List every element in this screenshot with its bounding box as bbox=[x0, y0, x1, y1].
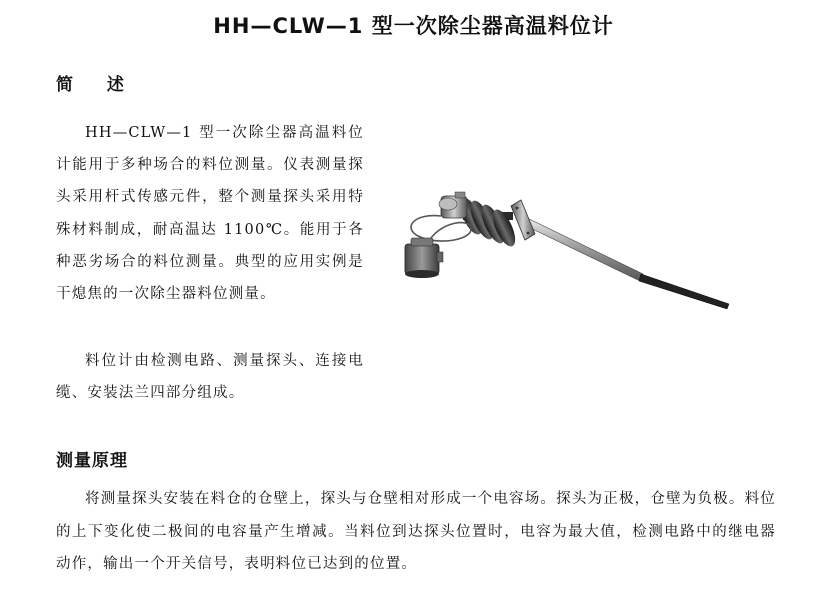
probe-head bbox=[439, 192, 467, 218]
document-title: HH—CLW—1 型一次除尘器高温料位计 bbox=[213, 14, 614, 38]
detector-junction-box bbox=[405, 238, 443, 278]
level-meter-product-photo bbox=[393, 178, 743, 318]
summary-paragraph-1: HH—CLW—1 型一次除尘器高温料位计能用于多种场合的料位测量。仪表测量探头采用杆式传感元件，整个测量探头采用特殊材料制成，耐高温达 1100℃。能用于各种恶劣场合的料位测量。典型的应用实例是干熄焦的一次除尘器料位测量。 bbox=[56, 125, 364, 303]
connection-cable bbox=[411, 216, 471, 241]
section-heading-principle: 测量原理 bbox=[56, 451, 128, 471]
summary-paragraph-2: 料位计由检测电路、测量探头、连接电缆、安装法兰四部分组成。 bbox=[56, 353, 364, 402]
probe-rod bbox=[520, 216, 729, 309]
section-heading-summary: 简 述 bbox=[56, 75, 138, 95]
principle-paragraph: 将测量探头安装在料仓的仓壁上，探头与仓壁相对形成一个电容场。探头为正极，仓壁为负极。料位的上下变化使二极间的电容量产生增减。当料位到达探头位置时，电容为最大值，检测电路中的继电器动作，输出一个开关信号，表明料位已达到的位置。 bbox=[56, 491, 776, 572]
